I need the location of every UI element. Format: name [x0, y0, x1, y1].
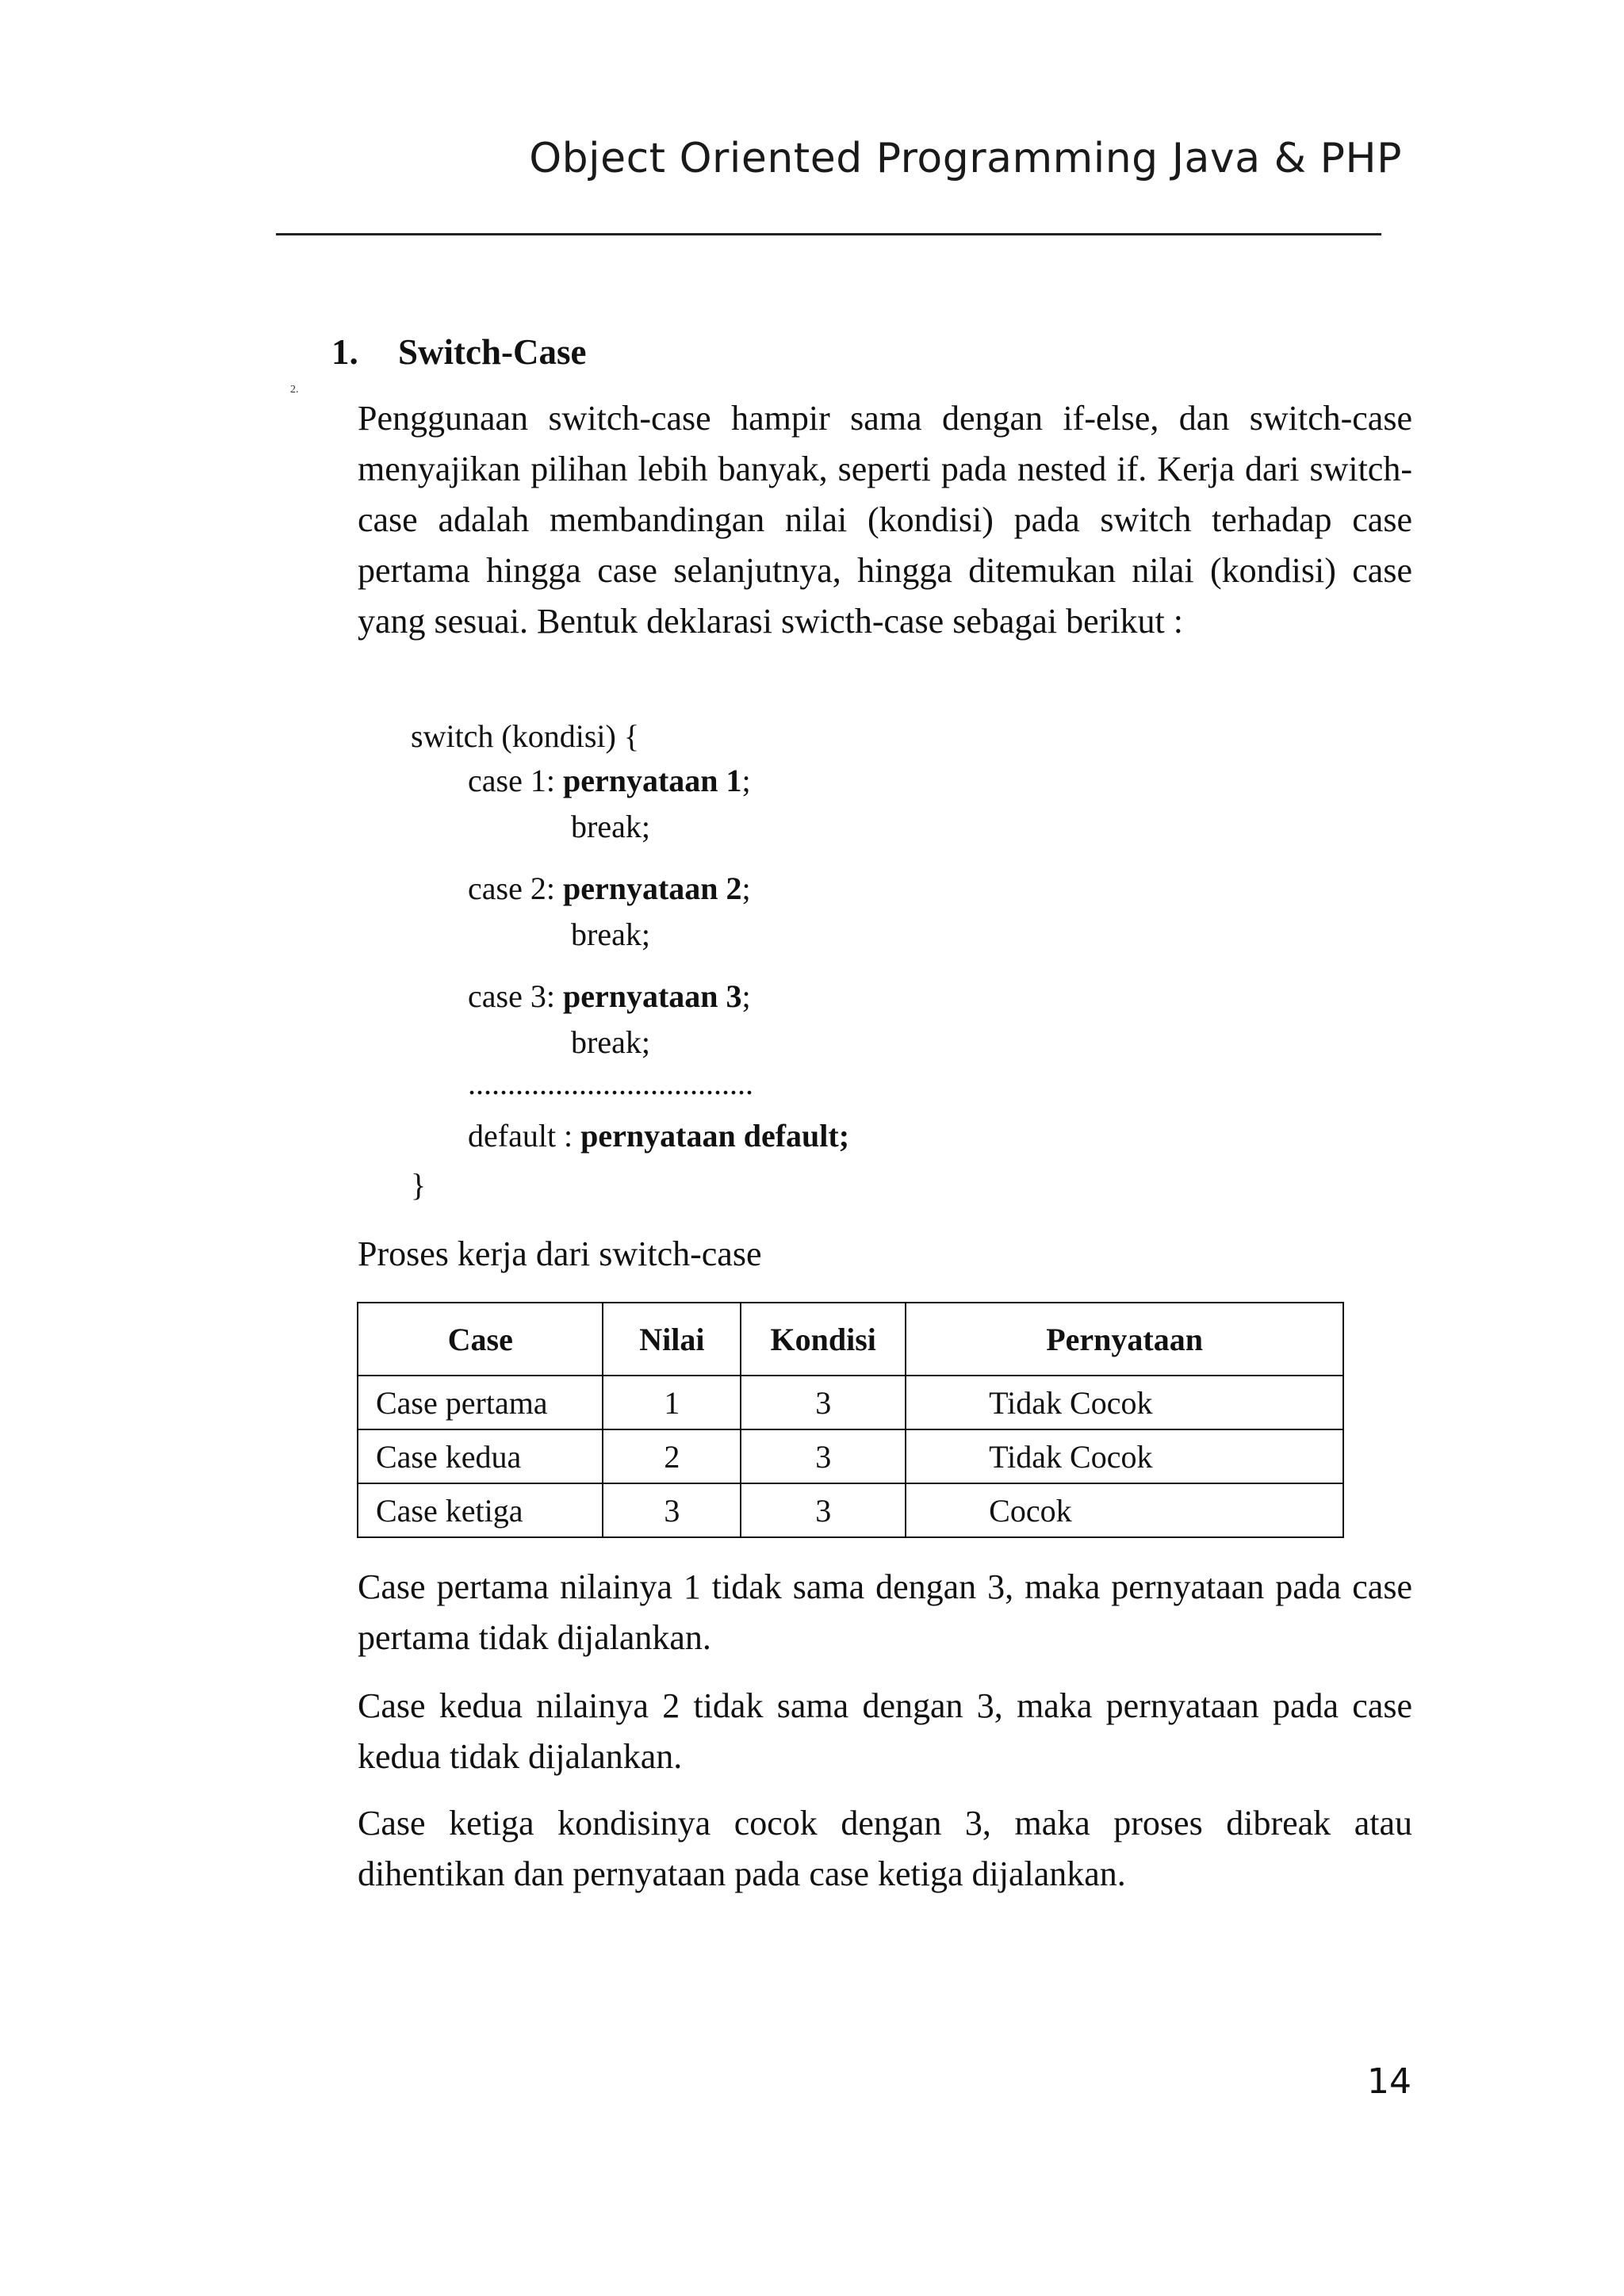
code-case-line: [468, 866, 751, 912]
section-title: Switch-Case: [398, 332, 587, 372]
header-divider: [276, 233, 1381, 235]
table-cell: 3: [741, 1429, 906, 1483]
explanation-paragraph: Case pertama nilainya 1 tidak sama dengan 3, maka pernyataan pada case pertama tidak dijalankan.: [358, 1567, 1412, 1657]
code-ellipsis: ....................................: [468, 1066, 753, 1101]
code-switch-open: switch (kondisi) {: [411, 718, 640, 754]
page-number: 14: [1367, 2061, 1411, 2102]
table-row: [358, 1429, 1343, 1483]
table-cell: Case ketiga: [358, 1483, 603, 1537]
table-cell: 3: [741, 1483, 906, 1537]
code-break: break;: [571, 809, 650, 844]
code-case-statement: pernyataan 1: [562, 763, 742, 798]
code-default-line: [468, 1113, 849, 1159]
code-switch-close: }: [411, 1167, 427, 1203]
code-case-label: case 1:: [468, 763, 563, 798]
table-header-cell: Case: [358, 1303, 603, 1376]
table-cell: Case kedua: [358, 1429, 603, 1483]
code-case-statement: pernyataan 3: [562, 978, 742, 1014]
table-header-row: [358, 1303, 1343, 1376]
table-cell: 2: [603, 1429, 741, 1483]
code-semicolon: ;: [741, 978, 751, 1014]
section-heading: [331, 331, 586, 373]
table-cell: Case pertama: [358, 1376, 603, 1429]
explanation-paragraph: Case ketiga kondisinya cocok dengan 3, maka proses dibreak atau dihentikan dan pernyataan pada case ketiga dijalankan.: [358, 1804, 1412, 1893]
code-case-line: [468, 758, 751, 804]
code-default-statement: pernyataan default;: [580, 1118, 850, 1154]
code-default-label: default :: [468, 1118, 581, 1154]
code-break: break;: [571, 916, 650, 952]
table-header-cell: Nilai: [603, 1303, 741, 1376]
section-number: 1.: [331, 332, 358, 372]
running-header: Object Oriented Programming Java & PHP: [529, 135, 1402, 182]
table-cell: Cocok: [906, 1483, 1343, 1537]
table-row: [358, 1483, 1343, 1537]
code-case-label: case 3:: [468, 978, 563, 1014]
code-break: break;: [571, 1024, 650, 1060]
table-cell: 3: [741, 1376, 906, 1429]
code-semicolon: ;: [741, 871, 751, 906]
code-semicolon: ;: [741, 763, 751, 798]
explanation-paragraph: Case kedua nilainya 2 tidak sama dengan 3, maka pernyataan pada case kedua tidak dijalankan.: [358, 1686, 1412, 1776]
table-header-cell: Pernyataan: [906, 1303, 1343, 1376]
code-case-line: [468, 974, 751, 1020]
table-row: [358, 1376, 1343, 1429]
code-case-statement: pernyataan 2: [562, 871, 742, 906]
code-case-label: case 2:: [468, 871, 563, 906]
table-cell: 3: [603, 1483, 741, 1537]
stray-list-marker: 2.: [290, 384, 299, 396]
table-caption: Proses kerja dari switch-case: [358, 1234, 762, 1273]
table-cell: Tidak Cocok: [906, 1429, 1343, 1483]
table-header-cell: Kondisi: [741, 1303, 906, 1376]
process-table: [357, 1302, 1344, 1538]
intro-paragraph: Penggunaan switch-case hampir sama dengan if-else, dan switch-case menyajikan pilihan lebih banyak, seperti pada nested if. Kerja dari switch-case adalah membandingan nilai (kondisi) pada switch terhadap case pertama hingga case selanjutnya, hingga ditemukan nilai (kondisi) case yang sesuai. Bentuk deklarasi swicth-case sebagai berikut :: [358, 399, 1412, 641]
table-cell: 1: [603, 1376, 741, 1429]
table-cell: Tidak Cocok: [906, 1376, 1343, 1429]
